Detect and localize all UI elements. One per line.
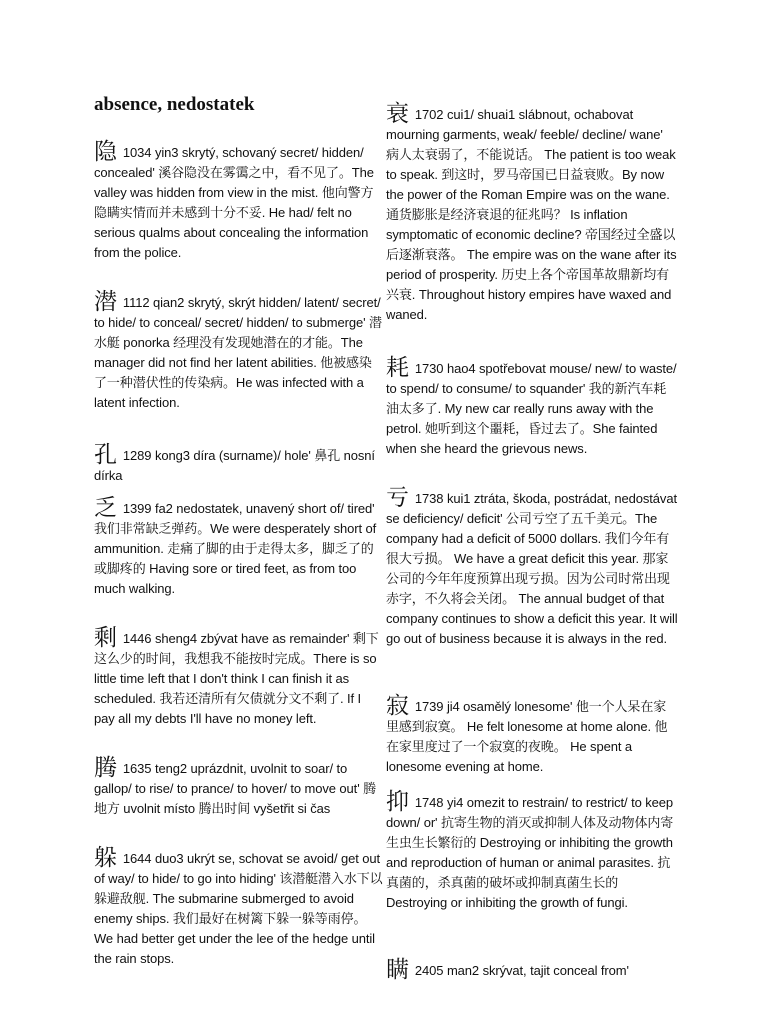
- entry-character: 潜: [94, 289, 117, 315]
- entry-character: 腾: [94, 755, 117, 781]
- entry-character: 耗: [386, 355, 409, 381]
- entry-kong: [94, 442, 384, 486]
- entry-text: 1112 qian2 skrytý, skrýt hidden/ latent/ secret/ to hide/ to conceal/ secret/ hidden/ to submerge' 潜水艇 ponorka 经理没有发现她潜在的才能。The manager did not find her latent abilities. 他被感染了一种潜伏性的传染病。He was infected with a latent infection.: [94, 295, 382, 410]
- entry-character: 瞒: [386, 957, 409, 983]
- entry-character: 亏: [386, 485, 409, 511]
- entry-man: [386, 957, 678, 983]
- entry-character: 寂: [386, 693, 409, 719]
- entry-character: 剩: [94, 625, 117, 651]
- entry-text: 1289 kong3 díra (surname)/ hole' 鼻孔 nosní dírka: [94, 448, 375, 483]
- entry-text: 1748 yi4 omezit to restrain/ to restrict/ to keep down/ or' 抗寄生物的消灭或抑制人体及动物体内寄生虫生长繁衍的 Destroying or inhibiting the growth and reproduction of human or animal parasites. 抗真菌的，杀真菌的破坏或抑制真菌生长的 Destroying or inhibiting the growth of fungi.: [386, 795, 674, 910]
- page-heading: absence, nedostatek: [94, 94, 255, 115]
- entry-kui: [386, 485, 678, 649]
- entry-character: 躲: [94, 845, 117, 871]
- entry-yi: [386, 789, 678, 913]
- entry-text: 2405 man2 skrývat, tajit conceal from': [414, 963, 629, 978]
- entry-fa: [94, 495, 384, 599]
- entry-character: 乏: [94, 495, 117, 521]
- entry-teng: [94, 755, 384, 819]
- entry-text: 1446 sheng4 zbývat have as remainder' 剩下这么少的时间，我想我不能按时完成。There is so little time left that I don't think I can finish it as scheduled. 我若还清所有欠债就分文不剩了. If I pay all my debts I'll have no money left.: [94, 631, 379, 726]
- entry-text: 1702 cui1/ shuai1 slábnout, ochabovat mourning garments, weak/ feeble/ decline/ wane' 病人太衰弱了，不能说话。 The patient is too weak to speak. 到这时，罗马帝国已日益衰败。By now the power of the Roman Empire was on the wane. 通货膨胀是经济衰退的征兆吗？ Is inflation symptomatic of economic decline? 帝国经过全盛以后逐渐衰落。 The empire was on the wane after its period of prosperity. 历史上各个帝国革故鼎新均有兴衰. Throughout history empires have waxed and waned.: [386, 107, 677, 322]
- entry-text: 1730 hao4 spotřebovat mouse/ new/ to waste/ to spend/ to consume/ to squander' 我的新汽车耗油太多了. My new car really runs away with the petrol. 她听到这个噩耗，昏过去了。She fainted when she heard the grievous news.: [386, 361, 677, 456]
- entry-shuai: [386, 101, 678, 325]
- entry-text: 1739 ji4 osamělý lonesome' 他一个人呆在家里感到寂寞。 He felt lonesome at home alone. 他在家里度过了一个寂寞的夜晚。 He spent a lonesome evening at home.: [386, 699, 668, 774]
- entry-text: 1644 duo3 ukrýt se, schovat se avoid/ get out of way/ to hide/ to go into hiding' 该潜艇潜入水下以躲避敌舰. The submarine submerged to avoid enemy ships. 我们最好在树篱下躲一躲等雨停。We had better get under the lee of the hedge until the rain stops.: [94, 851, 383, 966]
- entry-character: 抑: [386, 789, 409, 815]
- entry-duo: [94, 845, 384, 969]
- entry-ji: [386, 693, 678, 777]
- entry-hao: [386, 355, 678, 459]
- entry-character: 隐: [94, 139, 117, 165]
- entry-sheng: [94, 625, 384, 729]
- entry-qian: [94, 289, 384, 413]
- entry-character: 孔: [94, 442, 117, 468]
- entry-character: 衰: [386, 101, 409, 127]
- entry-text: 1635 teng2 uprázdnit, uvolnit to soar/ to gallop/ to rise/ to prance/ to hover/ to move out' 腾地方 uvolnit místo 腾出时间 vyšetřit si čas: [94, 761, 376, 816]
- entry-yin: [94, 139, 384, 263]
- entry-text: 1034 yin3 skrytý, schovaný secret/ hidden/ concealed' 溪谷隐没在雾霭之中，看不见了。The valley was hidden from view in the mist. 他向警方隐瞒实情而并未感到十分不妥. He had/ felt no serious qualms about concealing the information from the police.: [94, 145, 374, 260]
- entry-text: 1738 kui1 ztráta, škoda, postrádat, nedostávat se deficiency/ deficit' 公司亏空了五千美元。The company had a deficit of 5000 dollars. 我们今年有很大亏损。 We have a great deficit this year. 那家公司的今年年度预算出现亏损。因为公司时常出现赤字，不久将会关闭。 The annual budget of that company continues to show a deficit this year. It will go out of business because it is always in the red.: [386, 491, 678, 646]
- entry-text: 1399 fa2 nedostatek, unavený short of/ tired' 我们非常缺乏弹药。We were desperately short of ammunition. 走痛了脚的由于走得太多，脚乏了的或脚疼的 Having sore or tired feet, as from too much walking.: [94, 501, 377, 596]
